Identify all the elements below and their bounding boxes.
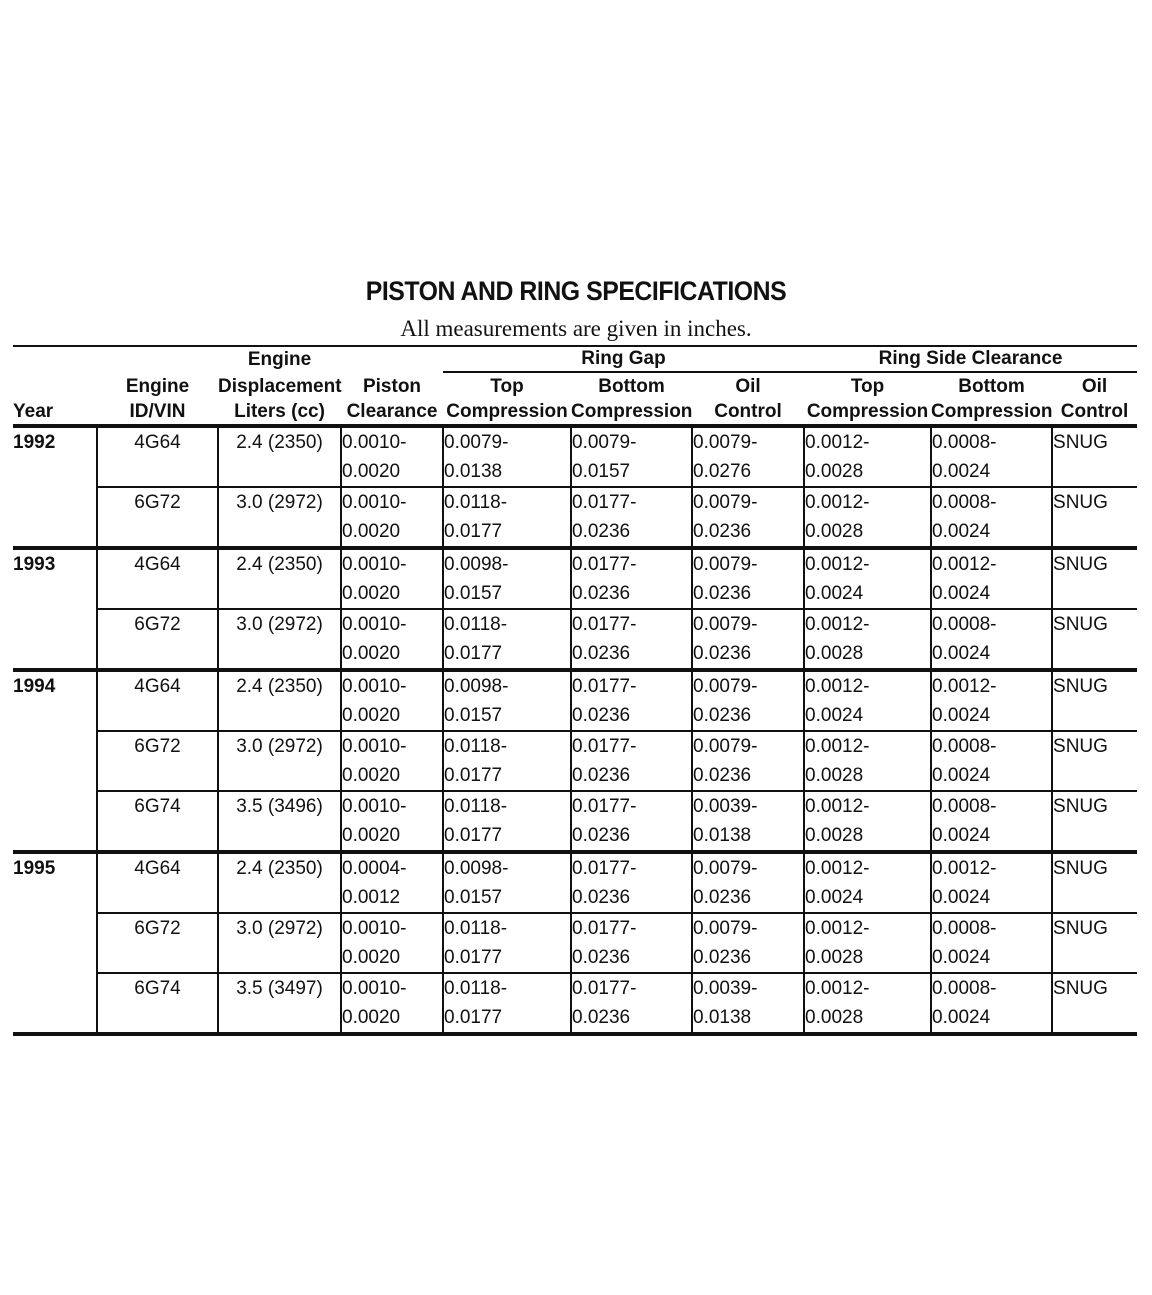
cell-year [13,487,97,548]
cell-gap-bottom [571,731,692,791]
cell-gap-oil-max: 0.0236 [693,521,752,542]
cell-engine-id [97,973,218,1034]
table-row [13,731,1137,791]
cell-engine-id [97,670,218,731]
cell-piston-clearance-min: 0.0010- [342,614,407,635]
cell-displacement-text: 2.4 (2350) [236,858,323,879]
cell-side-top-max: 0.0028 [805,461,864,482]
page-subtitle: All measurements are given in inches. [400,316,752,341]
cell-side-bottom [931,609,1052,670]
cell-displacement-text: 2.4 (2350) [236,554,323,575]
cell-piston-clearance-max: 0.0020 [342,583,401,604]
cell-piston-clearance-max: 0.0020 [342,765,401,786]
cell-piston-clearance [341,487,443,548]
cell-side-top [804,731,931,791]
cell-piston-clearance-min: 0.0010- [342,736,407,757]
cell-gap-bottom [571,913,692,973]
cell-side-top-min: 0.0012- [805,796,870,817]
cell-gap-bottom-max: 0.0236 [572,825,631,846]
cell-piston-clearance [341,426,443,487]
cell-side-top-max: 0.0028 [805,643,864,664]
cell-gap-oil-min: 0.0039- [693,978,758,999]
cell-gap-oil [692,852,804,913]
cell-side-bottom-min: 0.0008- [932,432,997,453]
header-engine-top: Engine [218,346,341,372]
cell-engine-id [97,731,218,791]
header-gap-oil-1: Oil [735,376,761,397]
cell-displacement [218,670,341,731]
cell-gap-bottom-min: 0.0177- [572,736,637,757]
cell-engine-id-text: 6G74 [134,796,181,817]
cell-side-bottom-min: 0.0008- [932,492,997,513]
cell-gap-oil-max: 0.0236 [693,765,752,786]
cell-side-top-min: 0.0012- [805,858,870,879]
cell-gap-oil-min: 0.0079- [693,736,758,757]
cell-engine-id-text: 4G64 [134,554,181,575]
cell-side-top-max: 0.0028 [805,947,864,968]
header-year: Year [13,399,97,426]
cell-displacement-text: 3.0 (2972) [236,614,323,635]
cell-gap-oil [692,609,804,670]
year-text [13,973,96,1002]
cell-gap-oil-max: 0.0138 [693,825,752,846]
cell-gap-top [443,973,571,1034]
cell-side-bottom-max: 0.0024 [932,643,991,664]
cell-engine-id-text: 6G72 [134,492,181,513]
cell-side-oil-text: SNUG [1053,796,1108,817]
cell-gap-bottom-min: 0.0177- [572,918,637,939]
year-text [13,609,96,638]
header-engine-id-2: ID/VIN [97,399,218,426]
cell-side-bottom [931,852,1052,913]
cell-gap-top [443,913,571,973]
cell-side-oil [1052,426,1137,487]
year-text: 1994 [13,676,56,697]
cell-piston-clearance-max: 0.0020 [342,643,401,664]
cell-displacement [218,609,341,670]
cell-piston-clearance-max: 0.0012 [342,887,401,908]
cell-piston-clearance [341,731,443,791]
cell-side-oil-text: SNUG [1053,554,1108,575]
cell-gap-oil-max: 0.0236 [693,583,752,604]
cell-year [13,548,97,609]
cell-side-bottom-max: 0.0024 [932,705,991,726]
cell-displacement-text: 2.4 (2350) [236,676,323,697]
header-engine-id-1: Engine [125,376,190,397]
year-text: 1992 [13,432,56,453]
cell-engine-id [97,791,218,852]
cell-side-bottom-min: 0.0008- [932,614,997,635]
cell-gap-bottom [571,973,692,1034]
cell-piston-clearance [341,913,443,973]
cell-displacement-text: 3.0 (2972) [236,492,323,513]
cell-gap-top-min: 0.0098- [444,676,509,697]
cell-engine-id-text: 6G72 [134,918,181,939]
cell-gap-top-max: 0.0177 [444,643,503,664]
cell-piston-clearance [341,548,443,609]
cell-engine-id-text: 4G64 [134,676,181,697]
cell-side-oil [1052,913,1137,973]
cell-side-oil-text: SNUG [1053,676,1108,697]
cell-engine-id-text: 6G72 [134,736,181,757]
cell-side-oil-text: SNUG [1053,492,1108,513]
table-row [13,852,1137,913]
cell-side-top-min: 0.0012- [805,918,870,939]
cell-side-bottom-max: 0.0024 [932,825,991,846]
cell-piston-clearance-max: 0.0020 [342,825,401,846]
cell-piston-clearance-max: 0.0020 [342,521,401,542]
cell-gap-oil [692,548,804,609]
cell-side-top-min: 0.0012- [805,492,870,513]
cell-side-top-min: 0.0012- [805,676,870,697]
cell-gap-bottom-min: 0.0177- [572,554,637,575]
cell-gap-oil-min: 0.0079- [693,614,758,635]
cell-side-oil-text: SNUG [1053,918,1108,939]
cell-side-bottom-min: 0.0012- [932,858,997,879]
cell-gap-bottom-max: 0.0236 [572,1007,631,1028]
cell-gap-bottom-max: 0.0236 [572,765,631,786]
cell-side-bottom-min: 0.0008- [932,918,997,939]
cell-side-bottom-max: 0.0024 [932,1007,991,1028]
cell-side-top [804,670,931,731]
cell-gap-oil-max: 0.0236 [693,705,752,726]
cell-gap-bottom [571,791,692,852]
cell-displacement [218,791,341,852]
table-row [13,609,1137,670]
cell-piston-clearance-min: 0.0010- [342,432,407,453]
cell-side-bottom-max: 0.0024 [932,947,991,968]
cell-gap-top-min: 0.0118- [444,492,508,513]
cell-side-top-max: 0.0024 [805,887,864,908]
header-side-top-1: Top [850,376,885,397]
header-displacement-2: Liters (cc) [218,399,341,426]
header-ring-gap: Ring Gap [443,346,804,372]
cell-side-bottom-max: 0.0024 [932,887,991,908]
cell-gap-oil-max: 0.0276 [693,461,752,482]
cell-side-top [804,426,931,487]
cell-gap-bottom-max: 0.0157 [572,461,631,482]
cell-gap-bottom [571,548,692,609]
year-text [13,487,96,516]
spec-table [13,345,1137,1036]
cell-side-top [804,548,931,609]
header-displacement-1: Displacement [218,376,342,397]
cell-side-top-max: 0.0028 [805,521,864,542]
cell-gap-top-min: 0.0118- [444,978,508,999]
cell-piston-clearance [341,973,443,1034]
cell-side-top [804,487,931,548]
cell-gap-oil-min: 0.0079- [693,676,758,697]
cell-displacement [218,731,341,791]
cell-side-oil [1052,609,1137,670]
cell-engine-id-text: 4G64 [134,432,181,453]
cell-gap-top-max: 0.0157 [444,583,503,604]
cell-piston-clearance [341,852,443,913]
cell-gap-top-min: 0.0098- [444,554,509,575]
cell-side-bottom-min: 0.0012- [932,676,997,697]
header-side-bottom-1: Bottom [958,376,1025,397]
cell-gap-top-max: 0.0157 [444,705,503,726]
cell-side-top [804,913,931,973]
cell-engine-id [97,548,218,609]
cell-piston-clearance-min: 0.0010- [342,492,407,513]
cell-year [13,852,97,913]
cell-displacement-text: 3.5 (3496) [236,796,323,817]
cell-side-bottom-min: 0.0008- [932,796,997,817]
cell-gap-oil-min: 0.0079- [693,492,758,513]
header-piston-1: Piston [362,376,422,397]
cell-side-bottom-min: 0.0008- [932,978,997,999]
header-side-top-2: Compression [804,399,931,426]
cell-side-oil [1052,670,1137,731]
cell-gap-top [443,426,571,487]
cell-gap-top-max: 0.0177 [444,1007,503,1028]
cell-gap-top [443,487,571,548]
cell-gap-bottom-min: 0.0177- [572,858,637,879]
cell-piston-clearance-min: 0.0010- [342,676,407,697]
cell-side-bottom [931,731,1052,791]
cell-side-oil [1052,731,1137,791]
cell-side-top-min: 0.0012- [805,978,870,999]
year-text: 1993 [13,554,56,575]
cell-gap-bottom-max: 0.0236 [572,705,631,726]
cell-side-bottom [931,973,1052,1034]
cell-side-top-max: 0.0028 [805,825,864,846]
cell-engine-id-text: 6G72 [134,614,181,635]
cell-side-top-min: 0.0012- [805,614,870,635]
cell-side-oil [1052,791,1137,852]
cell-gap-bottom [571,670,692,731]
cell-gap-top [443,791,571,852]
cell-gap-oil-max: 0.0236 [693,643,752,664]
cell-piston-clearance-max: 0.0020 [342,947,401,968]
table-row [13,973,1137,1034]
cell-gap-oil-max: 0.0236 [693,947,752,968]
cell-side-oil-text: SNUG [1053,432,1108,453]
cell-gap-bottom-min: 0.0177- [572,614,637,635]
cell-gap-bottom [571,426,692,487]
cell-piston-clearance [341,670,443,731]
cell-gap-top-min: 0.0098- [444,858,509,879]
cell-gap-oil [692,670,804,731]
cell-side-top [804,852,931,913]
cell-gap-top-max: 0.0177 [444,521,503,542]
cell-side-oil [1052,852,1137,913]
cell-gap-top-min: 0.0118- [444,918,508,939]
header-side-oil-2: Control [1052,399,1137,426]
cell-gap-bottom-min: 0.0177- [572,492,637,513]
cell-displacement [218,487,341,548]
cell-year [13,426,97,487]
header-gap-top-2: Compression [443,399,571,426]
cell-side-bottom-min: 0.0012- [932,554,997,575]
cell-year [13,731,97,791]
cell-piston-clearance-min: 0.0004- [342,858,407,879]
cell-side-oil [1052,973,1137,1034]
year-text [13,913,96,942]
cell-side-top-min: 0.0012- [805,432,870,453]
cell-piston-clearance-min: 0.0010- [342,978,407,999]
header-gap-top-1: Top [490,376,524,397]
cell-gap-oil-min: 0.0079- [693,918,758,939]
cell-side-top [804,609,931,670]
cell-side-bottom-min: 0.0008- [932,736,997,757]
cell-gap-bottom-max: 0.0236 [572,887,631,908]
cell-side-bottom [931,487,1052,548]
year-text: 1995 [13,858,56,879]
cell-gap-oil [692,973,804,1034]
cell-side-top-min: 0.0012- [805,554,870,575]
cell-gap-oil [692,426,804,487]
cell-piston-clearance-min: 0.0010- [342,554,407,575]
cell-gap-top [443,548,571,609]
cell-engine-id [97,852,218,913]
cell-displacement [218,548,341,609]
cell-side-bottom [931,548,1052,609]
cell-year [13,670,97,731]
cell-side-oil-text: SNUG [1053,978,1108,999]
cell-engine-id [97,913,218,973]
cell-gap-bottom [571,852,692,913]
cell-side-bottom [931,426,1052,487]
cell-gap-top [443,852,571,913]
cell-engine-id [97,426,218,487]
cell-piston-clearance [341,791,443,852]
cell-piston-clearance-max: 0.0020 [342,1007,401,1028]
table-row [13,913,1137,973]
cell-displacement [218,426,341,487]
cell-side-top-min: 0.0012- [805,736,870,757]
cell-displacement-text: 3.5 (3497) [236,978,323,999]
cell-gap-bottom-max: 0.0236 [572,947,631,968]
cell-gap-top-min: 0.0079- [444,432,509,453]
table-row [13,426,1137,487]
cell-piston-clearance-max: 0.0020 [342,705,401,726]
cell-gap-top-min: 0.0118- [444,796,508,817]
cell-displacement [218,913,341,973]
cell-gap-top-max: 0.0138 [444,461,503,482]
cell-gap-bottom-min: 0.0177- [572,978,637,999]
cell-side-oil-text: SNUG [1053,736,1108,757]
cell-displacement [218,852,341,913]
table-row [13,548,1137,609]
cell-side-bottom [931,670,1052,731]
header-gap-bottom-1: Bottom [598,376,665,397]
cell-year [13,791,97,852]
header-gap-bottom-2: Compression [571,399,692,426]
cell-side-bottom-max: 0.0024 [932,765,991,786]
table-row [13,791,1137,852]
cell-gap-oil-min: 0.0079- [693,432,758,453]
cell-side-oil-text: SNUG [1053,858,1108,879]
cell-gap-oil-max: 0.0236 [693,887,752,908]
cell-gap-bottom-min: 0.0079- [572,432,637,453]
cell-side-top-max: 0.0028 [805,1007,864,1028]
cell-gap-oil-min: 0.0079- [693,858,758,879]
cell-side-bottom [931,913,1052,973]
cell-engine-id [97,609,218,670]
table-header [13,346,1137,426]
header-side-oil-1: Oil [1081,376,1108,397]
cell-side-top [804,973,931,1034]
table-body [13,426,1137,1034]
cell-piston-clearance-min: 0.0010- [342,796,407,817]
header-ring-side-clearance: Ring Side Clearance [804,346,1137,372]
cell-piston-clearance-min: 0.0010- [342,918,407,939]
header-gap-oil-2: Control [692,399,804,426]
cell-displacement-text: 2.4 (2350) [236,432,323,453]
cell-gap-top [443,731,571,791]
year-text [13,731,96,760]
cell-engine-id-text: 4G64 [134,858,181,879]
cell-side-bottom [931,791,1052,852]
page-title: PISTON AND RING SPECIFICATIONS [365,276,787,306]
cell-side-top-max: 0.0024 [805,583,864,604]
cell-gap-bottom [571,487,692,548]
cell-piston-clearance-max: 0.0020 [342,461,401,482]
cell-gap-top-max: 0.0157 [444,887,503,908]
cell-displacement [218,973,341,1034]
cell-side-bottom-max: 0.0024 [932,461,991,482]
cell-year [13,913,97,973]
cell-gap-top-min: 0.0118- [444,614,508,635]
cell-gap-oil [692,487,804,548]
header-side-bottom-2: Compression [931,399,1052,426]
cell-displacement-text: 3.0 (2972) [236,736,323,757]
cell-piston-clearance [341,609,443,670]
cell-gap-top [443,609,571,670]
cell-side-top [804,791,931,852]
cell-side-oil [1052,487,1137,548]
cell-gap-top-max: 0.0177 [444,947,503,968]
year-text [13,791,96,820]
cell-gap-oil-max: 0.0138 [693,1007,752,1028]
cell-gap-bottom-min: 0.0177- [572,676,637,697]
cell-gap-top-max: 0.0177 [444,765,503,786]
cell-year [13,973,97,1034]
cell-displacement-text: 3.0 (2972) [236,918,323,939]
table-row [13,487,1137,548]
cell-gap-oil [692,791,804,852]
cell-gap-oil-min: 0.0079- [693,554,758,575]
cell-gap-bottom [571,609,692,670]
cell-side-top-max: 0.0028 [805,765,864,786]
cell-gap-oil [692,731,804,791]
header-piston-2: Clearance [341,399,443,426]
cell-side-bottom-max: 0.0024 [932,583,991,604]
table-row [13,670,1137,731]
cell-gap-bottom-min: 0.0177- [572,796,637,817]
cell-side-bottom-max: 0.0024 [932,521,991,542]
cell-gap-bottom-max: 0.0236 [572,521,631,542]
cell-year [13,609,97,670]
cell-engine-id [97,487,218,548]
cell-gap-oil [692,913,804,973]
cell-gap-top-max: 0.0177 [444,825,503,846]
cell-side-top-max: 0.0024 [805,705,864,726]
cell-gap-top [443,670,571,731]
cell-side-oil-text: SNUG [1053,614,1108,635]
cell-gap-bottom-max: 0.0236 [572,643,631,664]
cell-gap-oil-min: 0.0039- [693,796,758,817]
cell-gap-bottom-max: 0.0236 [572,583,631,604]
cell-engine-id-text: 6G74 [134,978,181,999]
cell-gap-top-min: 0.0118- [444,736,508,757]
cell-side-oil [1052,548,1137,609]
